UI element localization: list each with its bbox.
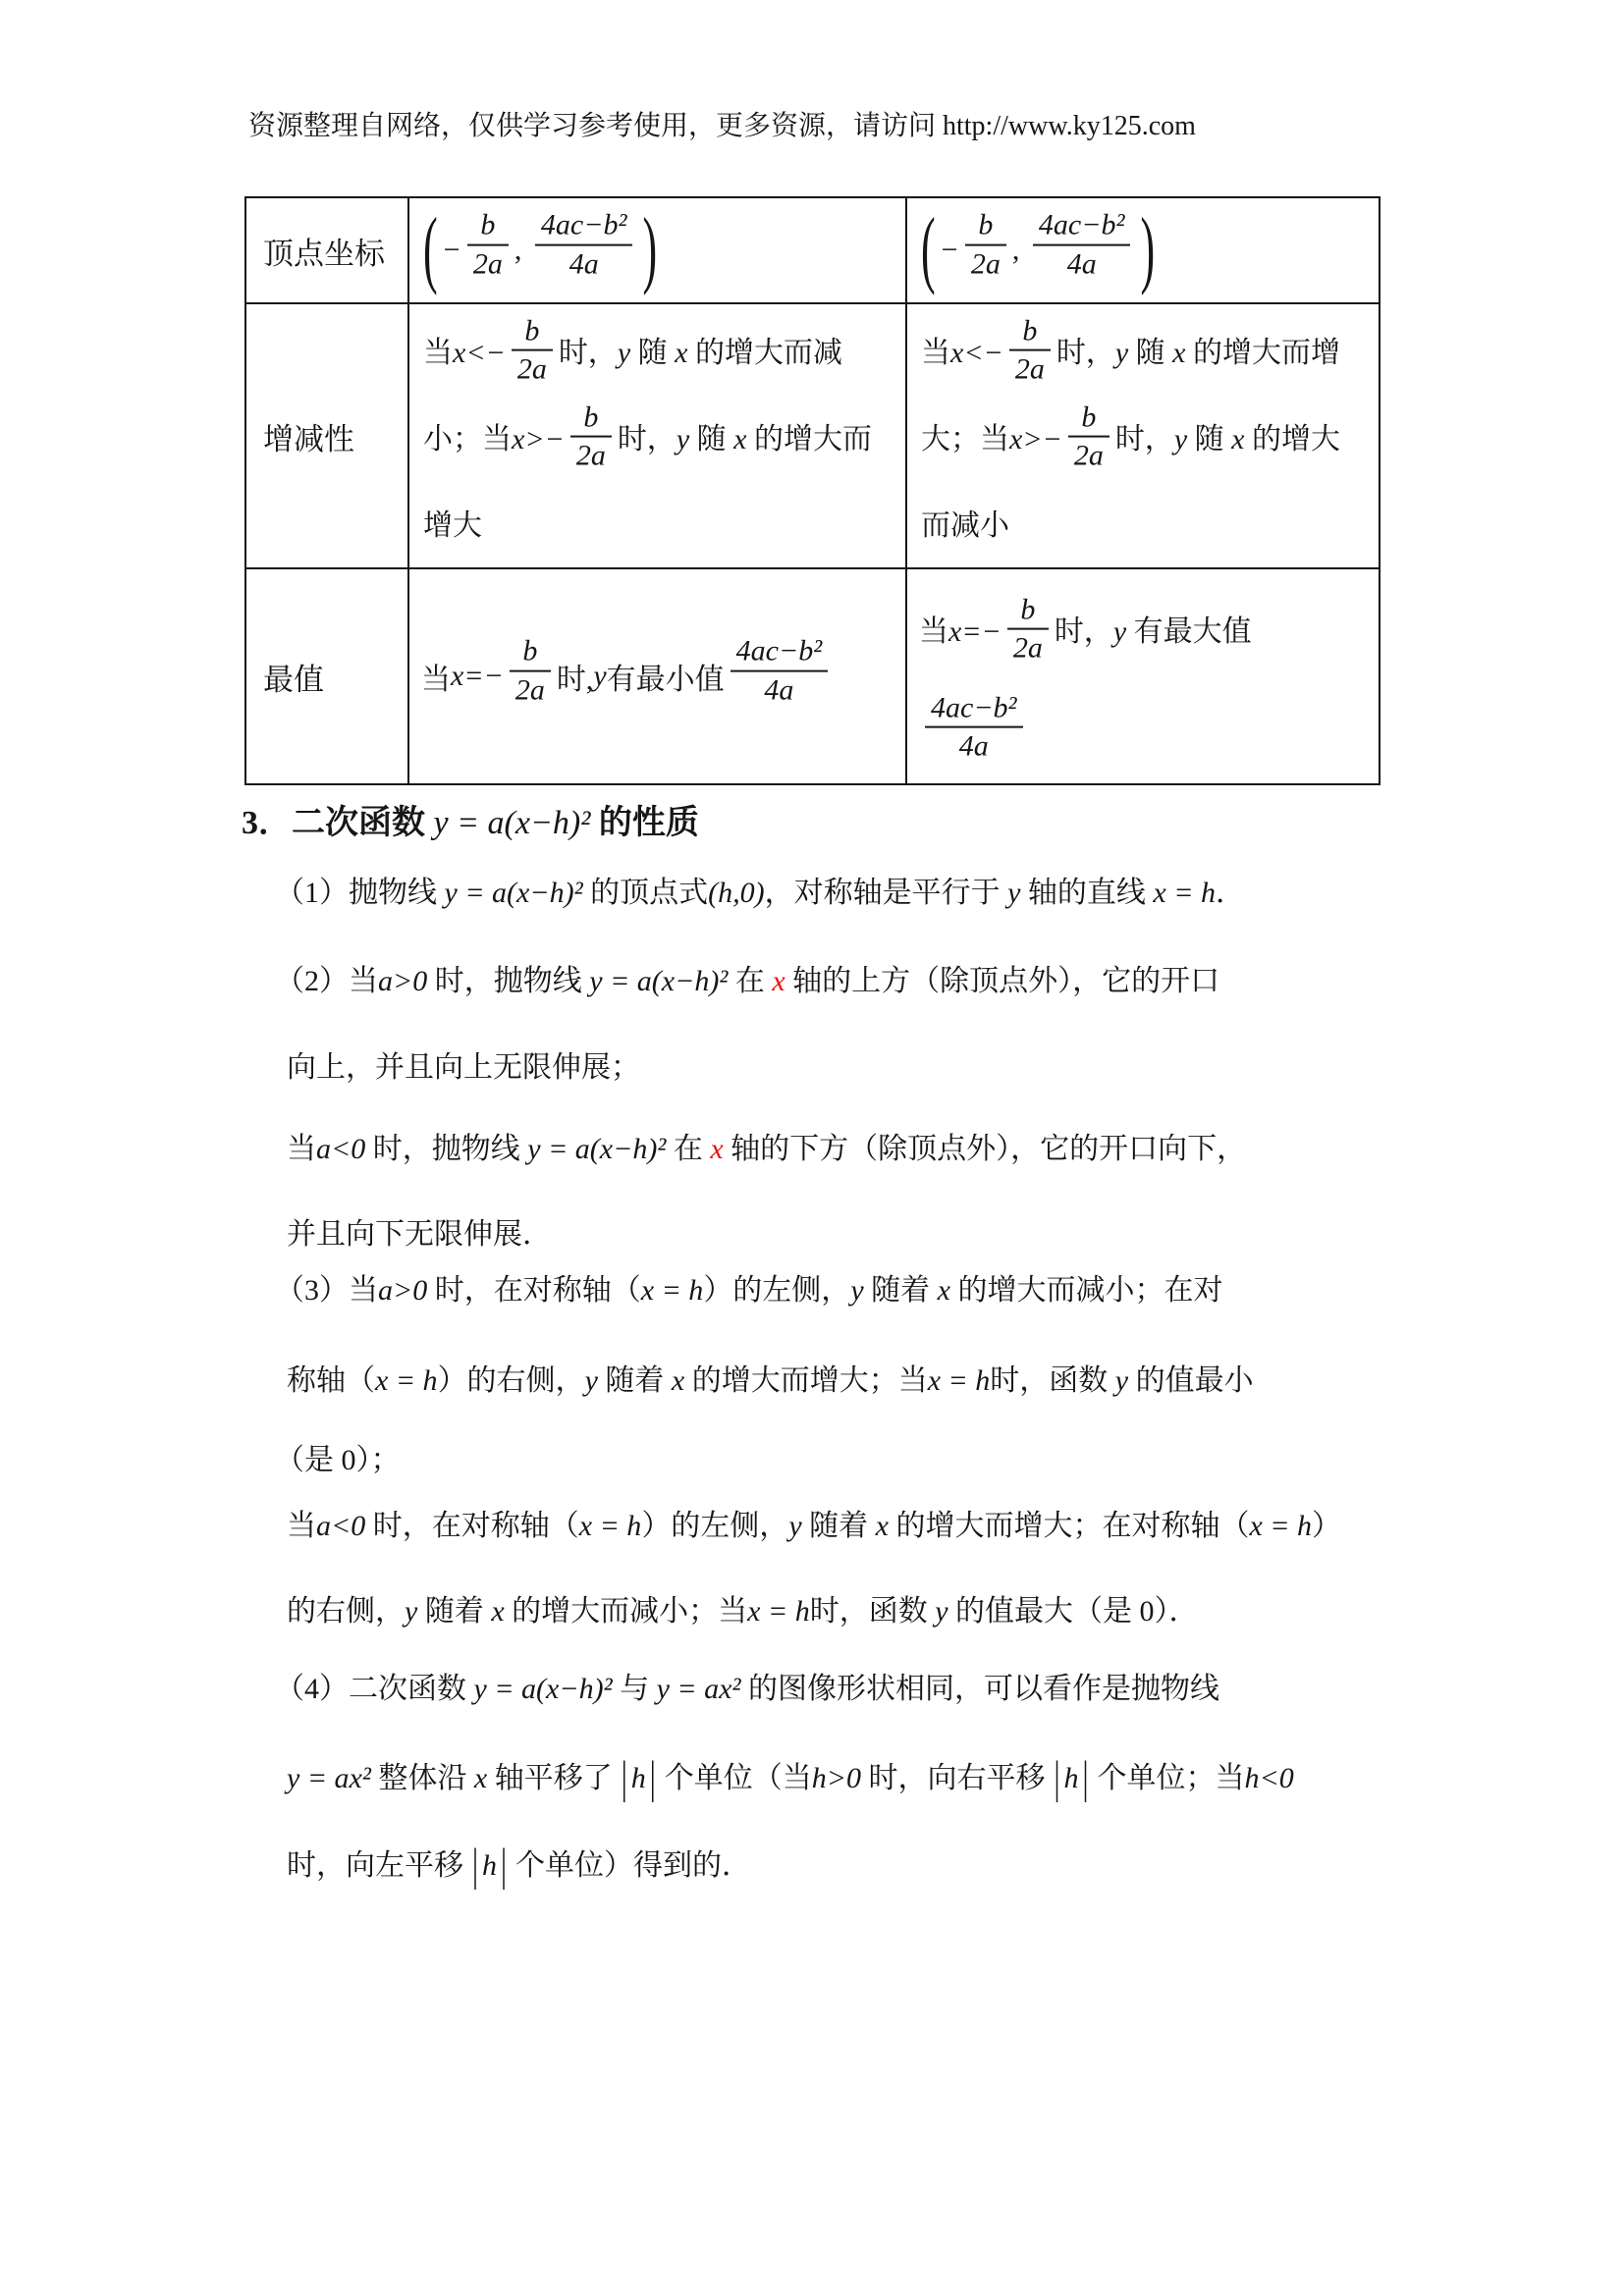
text-line (287, 1105, 1246, 1194)
text-run: 在 (666, 1133, 711, 1165)
table-row (246, 198, 1379, 304)
math-run: x = h (1249, 1510, 1313, 1542)
math-run: x = h (375, 1364, 438, 1397)
math-run: y (788, 1510, 802, 1542)
text-run: 的值最大（是 0）． (947, 1595, 1199, 1628)
fraction: $\frac{b}{2a}$ (1007, 593, 1049, 665)
table-cell (409, 198, 907, 304)
text-run: 时， (617, 423, 677, 455)
math-run: x=− (451, 660, 504, 692)
fraction: $\frac{\text{4ac−b²}}{4a}$ (535, 209, 633, 281)
text-run: （2）当 (275, 965, 378, 997)
text-run: , (514, 234, 529, 266)
text-run: （4）二次函数 (275, 1673, 474, 1705)
text-run: 时，向左平移 (287, 1849, 463, 1882)
math-run: x = h (927, 1364, 991, 1397)
text-run: 当 (287, 1510, 316, 1542)
text-run: 时，函数 (990, 1364, 1115, 1397)
text-run: 时， (1056, 337, 1115, 369)
math-run: y = a(x−h)² (589, 965, 729, 997)
table-cell (907, 198, 1379, 304)
math-run: x (733, 423, 747, 455)
math-run: x (671, 1364, 685, 1397)
math-run: y = a(x−h)² (444, 877, 583, 909)
text-run: （1）抛物线 (275, 877, 445, 909)
text-run: 的增大而减小 (921, 423, 1340, 542)
text-run: 时, (556, 664, 594, 696)
text-run: 轴的直线 (1020, 877, 1154, 909)
fraction: $\frac{b}{2a}$ (512, 314, 553, 386)
text-run: ）的左侧， (703, 1274, 851, 1307)
text-run: 当 (287, 1133, 316, 1165)
text-run: 随 (689, 423, 734, 455)
row-label: 最值 (246, 569, 409, 783)
table-cell (907, 569, 1379, 783)
math-run: x (875, 1510, 889, 1542)
math-run: y = ax² (656, 1673, 741, 1705)
text-line (287, 1024, 640, 1112)
text-run: 随 (630, 337, 676, 369)
text-line (275, 1247, 1222, 1335)
math-run: y (1007, 877, 1021, 909)
text-run: 时，向右平移 (860, 1762, 1046, 1794)
math-run: y = ax² (287, 1762, 371, 1794)
fraction: $\frac{b}{2a}$ (510, 635, 551, 707)
text-run: 有最小值 (606, 664, 725, 696)
text-run: 时，抛物线 (365, 1133, 528, 1165)
page-header-text: 资源整理自网络，仅供学习参考使用，更多资源，请访问 http://www.ky125.com (248, 111, 1196, 141)
absolute-value: | h | (468, 1849, 511, 1882)
math-run: x = h (640, 1274, 704, 1307)
table-cell (409, 569, 907, 783)
math-run: h<0 (1244, 1762, 1294, 1794)
text-run: 的值最小 (1128, 1364, 1254, 1397)
text-run: 随着 (863, 1274, 938, 1307)
text-run: ，对称轴是平行于 (764, 877, 1008, 909)
math-run-red: x (772, 965, 785, 997)
math-run-red: x (710, 1133, 724, 1165)
math-run: − (441, 234, 461, 266)
big-paren: ) (642, 200, 658, 297)
text-run: 时，函数 (809, 1595, 936, 1628)
text-run: 的增大而增大；当 (684, 1364, 928, 1397)
math-run: x = h (747, 1595, 810, 1628)
text-run: 时， (1054, 615, 1113, 648)
math-run: (h,0) (708, 877, 765, 909)
math-run: y (1112, 615, 1127, 648)
text-run: 当 (423, 337, 453, 369)
text-run: 轴的下方（除顶点外），它的开口向下， (723, 1133, 1247, 1165)
text-run: 随着 (417, 1595, 492, 1628)
math-run: y (935, 1595, 948, 1628)
math-run: h>0 (811, 1762, 861, 1794)
big-paren: ( (921, 200, 936, 297)
math-run: y (584, 1364, 598, 1397)
text-run: 随着 (597, 1364, 672, 1397)
text-run: 时，抛物线 (427, 965, 590, 997)
math-run: x (675, 337, 688, 369)
text-run: 在 (728, 965, 773, 997)
math-run: y (405, 1595, 418, 1628)
text-run: 轴平移了 (487, 1762, 613, 1794)
text-line (287, 1735, 1294, 1823)
text-run: 整体沿 (370, 1762, 474, 1794)
text-run: 个单位（当 (664, 1762, 812, 1794)
text-line (287, 1822, 751, 1910)
table-row (246, 304, 1379, 569)
fraction: $\frac{\text{4ac−b²}}{4a}$ (925, 691, 1023, 763)
text-run: 的顶点式 (582, 877, 709, 909)
text-run: 个单位；当 (1097, 1762, 1245, 1794)
text-run: 时， (558, 337, 618, 369)
text-run: ）的右侧， (437, 1364, 585, 1397)
fraction: $\frac{\text{4ac−b²}}{4a}$ (731, 635, 829, 707)
text-run: 的增大而减小；当 (423, 337, 842, 455)
text-line (287, 1337, 1254, 1425)
math-run: y (593, 660, 607, 692)
text-run: 有最大值 (1126, 615, 1252, 648)
math-run: y = a(x−h)² (433, 805, 591, 841)
text-run: 与 (612, 1673, 657, 1705)
text-run: 随着 (801, 1510, 876, 1542)
math-run: x (473, 1762, 488, 1794)
math-run: y = a(x−h)² (527, 1133, 667, 1165)
fraction: $\frac{b}{2a}$ (570, 400, 612, 472)
math-run: y (1173, 423, 1188, 455)
math-run: x>− (512, 423, 565, 455)
text-run: 向上，并且向上无限伸展； (287, 1051, 640, 1084)
math-run: x>− (1009, 423, 1062, 455)
math-run: a<0 (316, 1133, 366, 1165)
fraction: $\frac{b}{2a}$ (1009, 314, 1051, 386)
text-run: （是 0）； (275, 1444, 401, 1476)
math-run: y (617, 337, 631, 369)
math-run: y (1114, 337, 1129, 369)
table-row (246, 569, 1379, 783)
text-line (287, 1568, 1199, 1656)
math-run: x=− (948, 615, 1001, 648)
fraction: $\frac{b}{2a}$ (467, 209, 509, 281)
text-run: 的图像形状相同，可以看作是抛物线 (740, 1673, 1219, 1705)
text-run: 的增大而减小；在对 (949, 1274, 1223, 1307)
math-run: x = h (578, 1510, 642, 1542)
text-run: 时， (1114, 423, 1174, 455)
big-paren: ( (423, 200, 438, 297)
table-cell (409, 304, 907, 569)
text-run: 轴的上方（除顶点外），它的开口 (785, 965, 1220, 997)
math-run: x = h (1153, 877, 1216, 909)
math-run: y = a(x−h)² (473, 1673, 613, 1705)
math-run: y (850, 1274, 864, 1307)
fraction: $\frac{b}{2a}$ (965, 209, 1006, 281)
text-run: 的右侧， (287, 1595, 405, 1628)
math-run: y (1114, 1364, 1129, 1397)
big-paren: ) (1140, 200, 1156, 297)
table-cell (907, 304, 1379, 569)
text-run: 随 (1187, 423, 1232, 455)
math-run: x (1172, 337, 1186, 369)
text-run: ）的左侧， (641, 1510, 789, 1542)
text-run: 的增大而增大；在对称轴（ (888, 1510, 1250, 1542)
text-line (287, 1482, 1341, 1571)
text-run: 的增大而减小；当 (504, 1595, 748, 1628)
math-run: y (676, 423, 690, 455)
text-run: 当 (421, 664, 451, 696)
text-run: 时，在对称轴（ (365, 1510, 579, 1542)
text-run: （3）当 (275, 1274, 378, 1307)
row-label: 增减性 (246, 304, 409, 569)
absolute-value: | h | (1050, 1762, 1092, 1794)
text-run: 时，在对称轴（ (427, 1274, 641, 1307)
text-run: 的增大而增大；当 (921, 337, 1340, 455)
text-run: ） (1312, 1510, 1342, 1542)
math-run: x (1231, 423, 1245, 455)
text-run: 个单位）得到的． (515, 1849, 752, 1882)
row-label: 顶点坐标 (246, 198, 409, 304)
bold-text-run: 的性质 (590, 805, 699, 841)
text-line (275, 849, 1245, 937)
text-run: 的增大而增大 (423, 423, 872, 542)
text-run: 称轴（ (287, 1364, 375, 1397)
quadratic-properties-table (244, 196, 1380, 785)
math-run: a<0 (316, 1510, 366, 1542)
bold-text-run: 3．二次函数 (242, 805, 434, 841)
text-run: ． (1215, 877, 1245, 909)
section-heading (242, 795, 699, 843)
math-run: a>0 (378, 965, 428, 997)
text-run: 随 (1128, 337, 1173, 369)
math-run: x<− (453, 337, 506, 369)
math-run: a>0 (378, 1274, 428, 1307)
text-run: 当 (921, 337, 950, 369)
text-run: , (1011, 234, 1027, 266)
absolute-value: | h | (618, 1762, 660, 1794)
math-run: − (939, 234, 959, 266)
fraction: $\frac{b}{2a}$ (1068, 400, 1110, 472)
text-run: 当 (919, 615, 948, 648)
fraction: $\frac{\text{4ac−b²}}{4a}$ (1033, 209, 1131, 281)
text-line (275, 937, 1219, 1026)
text-run: 并且向下无限伸展． (287, 1218, 552, 1251)
math-run: x<− (950, 337, 1003, 369)
math-run: x (937, 1274, 950, 1307)
math-run: x (491, 1595, 505, 1628)
